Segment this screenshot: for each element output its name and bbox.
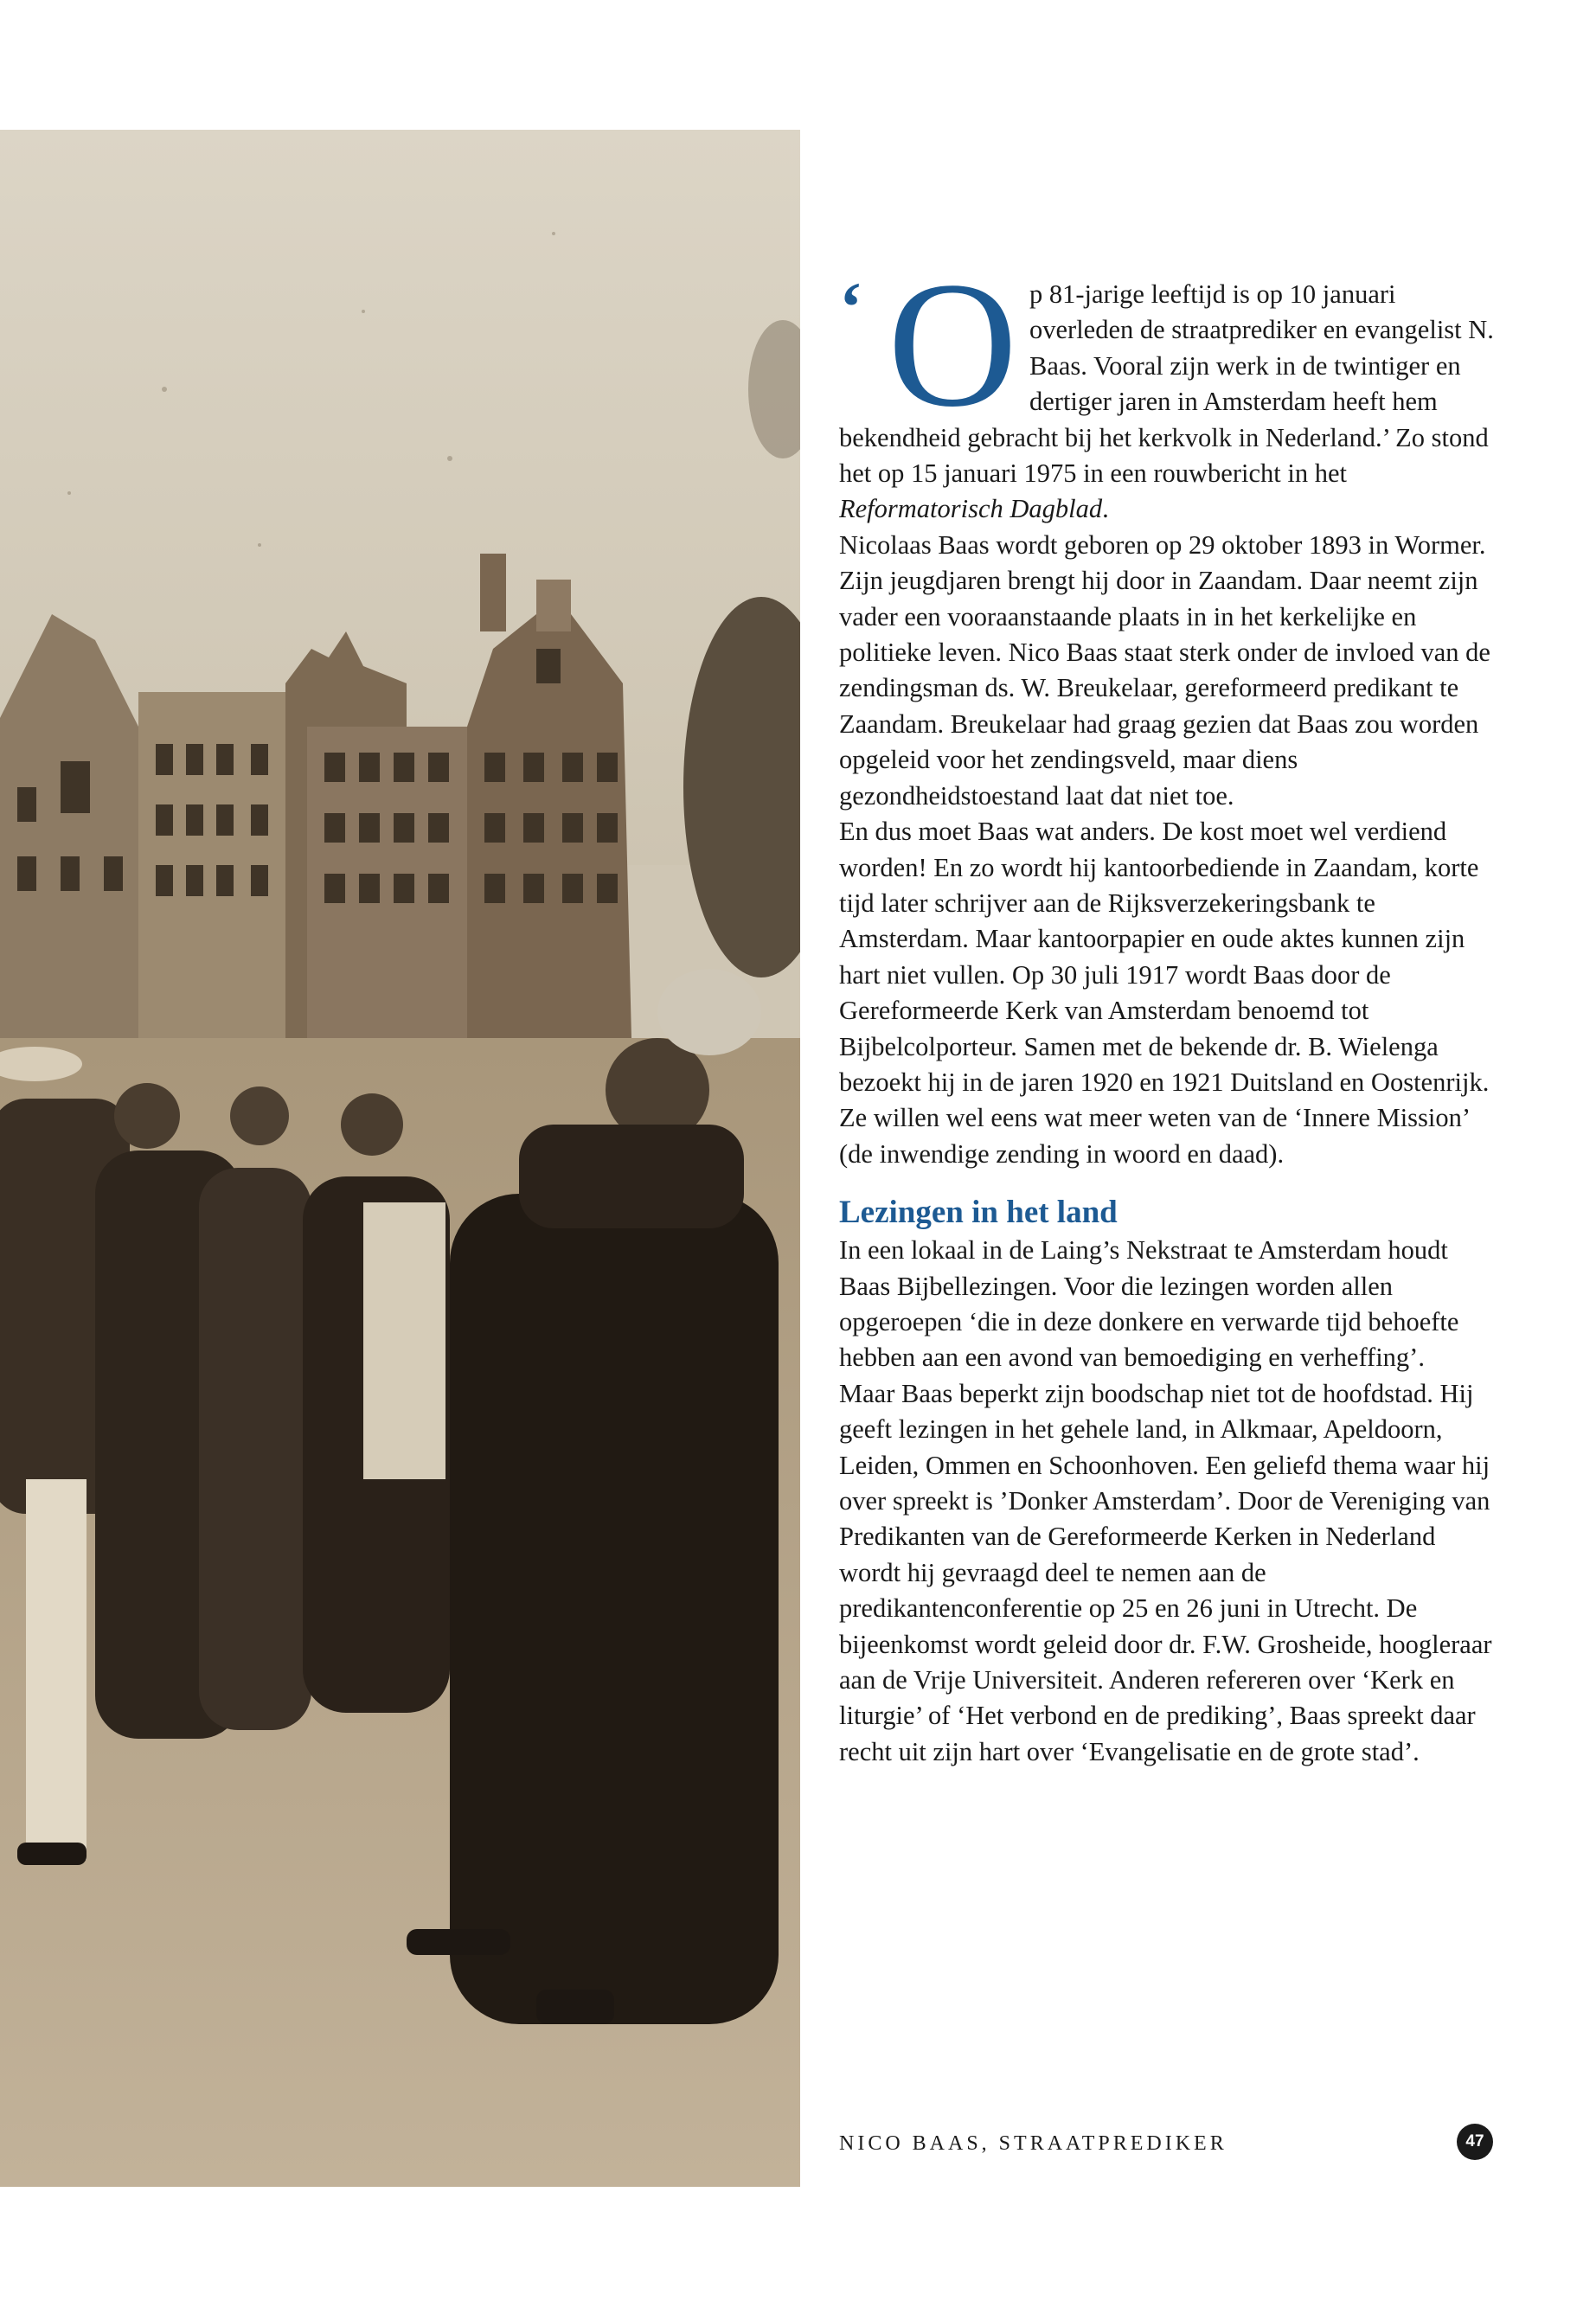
body-paragraph: En dus moet Baas wat anders. De kost moet wel verdiend worden! En zo wordt hij kantoorbediende in Zaandam, korte tijd later schrijver aan de Rijksverzekeringsbank te Amsterdam. Maar kantoorpapier en oude aktes kunnen zijn hart niet vullen. Op 30 juli 1917 wordt Baas door de Gereformeerde Kerk van Amsterdam benoemd tot Bijbelcolporteur. Samen met de bekende dr. B. Wielenga bezoekt hij in de jaren 1920 en 1921 Duitsland en Oostenrijk. Ze willen wel eens wat meer weten van de ‘Innere Mission’ (de inwendige zending in woord en daad). <box>839 817 1490 1169</box>
section-heading: Lezingen in het land <box>839 1195 1118 1231</box>
drop-cap <box>839 245 1021 444</box>
body-paragraph: Maar Baas beperkt zijn boodschap niet tot de hoofdstad. Hij geeft lezingen in het gehele land, in Alkmaar, Apeldoorn, Leiden, Ommen en Schoonhoven. Een geliefd thema waar hij over spreekt is ’Donker Amsterdam’. Door de Vereniging van Predikanten van de Gereformeerde Kerken in Nederland wordt hij gevraagd deel te nemen aan de predikantenconferentie op 25 en 26 juni in Utrecht. De bijeenkomst wordt geleid door dr. F.W. Grosheide, hoogleraar aan de Vrije Universiteit. Anderen refereren over ‘Kerk en liturgie’ of ‘Het verbond en de prediking’, Baas spreekt daar recht uit zijn hart over ‘Evangelisatie en de grote stad’. <box>839 1378 1492 1766</box>
drop-cap-quote: ‘ <box>839 267 863 346</box>
article-column <box>839 245 1497 1770</box>
body-paragraph: In een lokaal in de Laing’s Nekstraat te Amsterdam houdt Baas Bijbellezingen. Voor die lezingen worden allen opgeroepen ‘die in deze donkere en verwarde tijd behoefte hebben aan een avond van bemoediging en verheffing’. <box>839 1235 1459 1373</box>
body-paragraph: Nicolaas Baas wordt geboren op 29 oktober 1893 in Wormer. Zijn jeugdjaren brengt hij door in Zaandam. Daar neemt zijn vader een vooraanstaande plaats in in het kerkelijke en politieke leven. Nico Baas staat sterk onder de invloed van de zendingsman ds. W. Breukelaar, gereformeerd predikant te Zaandam. Breukelaar had graag gezien dat Baas zou worden opgeleid voor het zendingsveld, maar diens gezondheidstoestand laat dat niet toe. <box>839 529 1490 811</box>
lead-end: . <box>1102 494 1109 524</box>
page-number: 47 <box>1457 2124 1493 2160</box>
lead-text: p 81-jarige leeftijd is op 10 januari overleden de straatprediker en evangelist N. Baas. Vooral zijn werk in de twintiger en dertiger jaren in Amsterdam heeft hem bekendheid gebracht bij het kerkvolk in Nederland.’ Zo stond het op 15 januari 1975 in een rouwbericht in het <box>839 279 1494 489</box>
lead-paragraph <box>839 245 1497 528</box>
newspaper-title: Reformatorisch Dagblad <box>839 494 1103 524</box>
historic-photo <box>0 130 800 2187</box>
running-title: NICO BAAS, STRAATPREDIKER <box>839 2132 1227 2155</box>
photo-illustration <box>0 130 800 2187</box>
drop-cap-letter: O <box>888 245 1018 444</box>
